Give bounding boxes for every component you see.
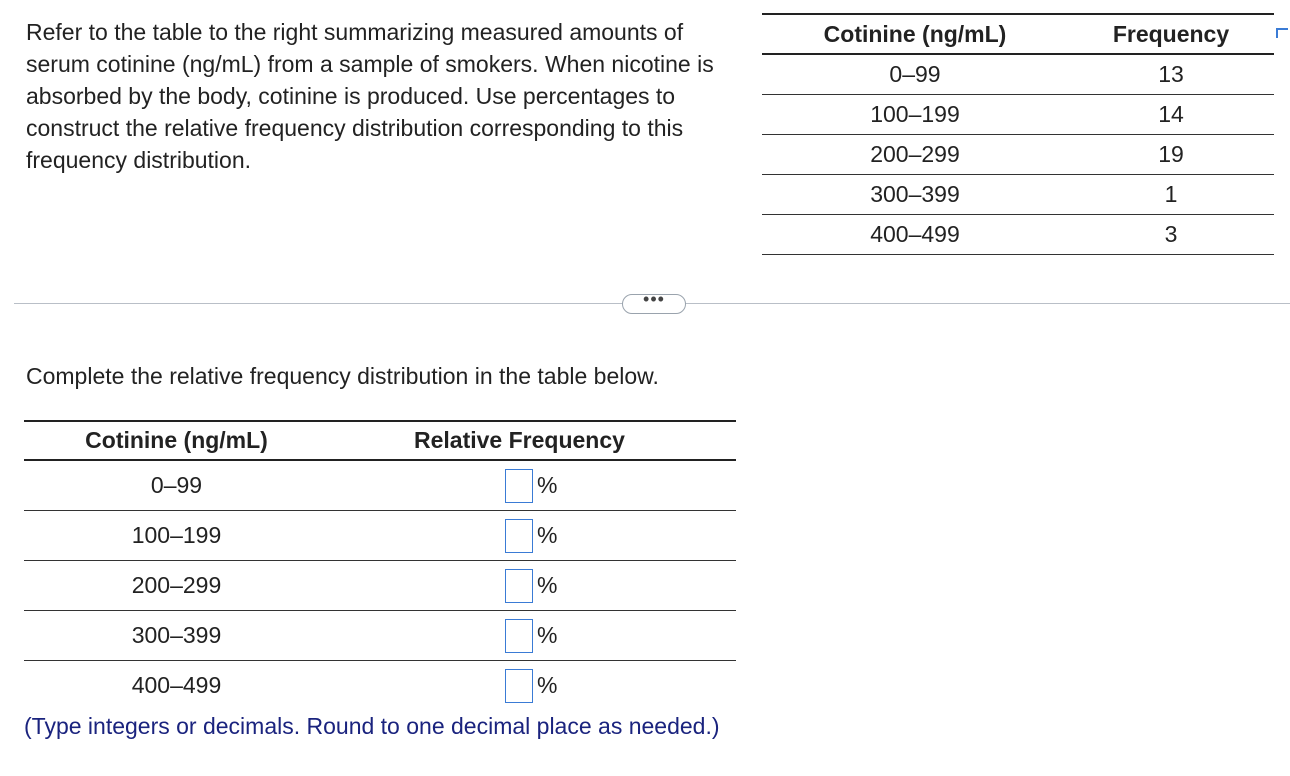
prompt-text: Complete the relative frequency distribution in the table below. (26, 363, 659, 389)
table-row (24, 661, 736, 711)
ref-frequency-cell: 13 (1068, 54, 1274, 95)
ref-range-cell: 400–499 (762, 215, 1068, 255)
copy-table-icon[interactable] (1276, 28, 1288, 38)
ref-frequency-cell: 14 (1068, 95, 1274, 135)
table-row (762, 135, 1274, 175)
relative-frequency-input-200-299[interactable] (505, 569, 533, 603)
percent-unit: % (537, 572, 558, 598)
ans-range-cell: 300–399 (24, 611, 329, 661)
table-row (762, 215, 1274, 255)
ref-frequency-cell: 19 (1068, 135, 1274, 175)
ref-range-cell: 200–299 (762, 135, 1068, 175)
ans-range-cell: 400–499 (131, 672, 222, 698)
ref-range-cell: 300–399 (762, 175, 1068, 215)
ans-range-cell: 200–299 (24, 561, 329, 611)
percent-unit: % (537, 622, 558, 648)
ref-range-cell: 100–199 (762, 95, 1068, 135)
percent-unit: % (537, 522, 558, 548)
table-row (24, 511, 736, 561)
question-text: Refer to the table to the right summarizing measured amounts of serum cotinine (ng/mL) from a sample of smokers. When nicotine is absorbed by the body, cotinine is produced. Use percentages to construct the relative frequency distribution corresponding to this frequency distribution. (26, 19, 714, 173)
table-row (762, 175, 1274, 215)
ans-header-relative-frequency: Relative Frequency (329, 421, 736, 460)
ans-range-cell: 100–199 (24, 511, 329, 561)
rounding-hint: (Type integers or decimals. Round to one decimal place as needed.) (24, 713, 720, 739)
table-row (762, 95, 1274, 135)
ref-frequency-cell: 1 (1068, 175, 1274, 215)
ref-frequency-cell: 3 (1068, 215, 1274, 255)
table-row (24, 561, 736, 611)
ans-header-cotinine: Cotinine (ng/mL) (24, 421, 329, 460)
percent-unit: % (537, 472, 558, 498)
frequency-table (762, 13, 1274, 255)
ref-header-cotinine: Cotinine (ng/mL) (762, 14, 1068, 54)
expand-more-button[interactable]: ••• (622, 294, 686, 314)
percent-unit: % (537, 672, 558, 698)
table-row (762, 54, 1274, 95)
ans-range-cell: 0–99 (24, 460, 329, 511)
relative-frequency-input-400-499[interactable] (505, 669, 533, 703)
table-row (24, 611, 736, 661)
ref-header-frequency: Frequency (1068, 14, 1274, 54)
ref-range-cell: 0–99 (762, 54, 1068, 95)
relative-frequency-table (24, 420, 736, 710)
relative-frequency-input-300-399[interactable] (505, 619, 533, 653)
relative-frequency-input-0-99[interactable] (505, 469, 533, 503)
relative-frequency-input-100-199[interactable] (505, 519, 533, 553)
table-row (24, 460, 736, 511)
